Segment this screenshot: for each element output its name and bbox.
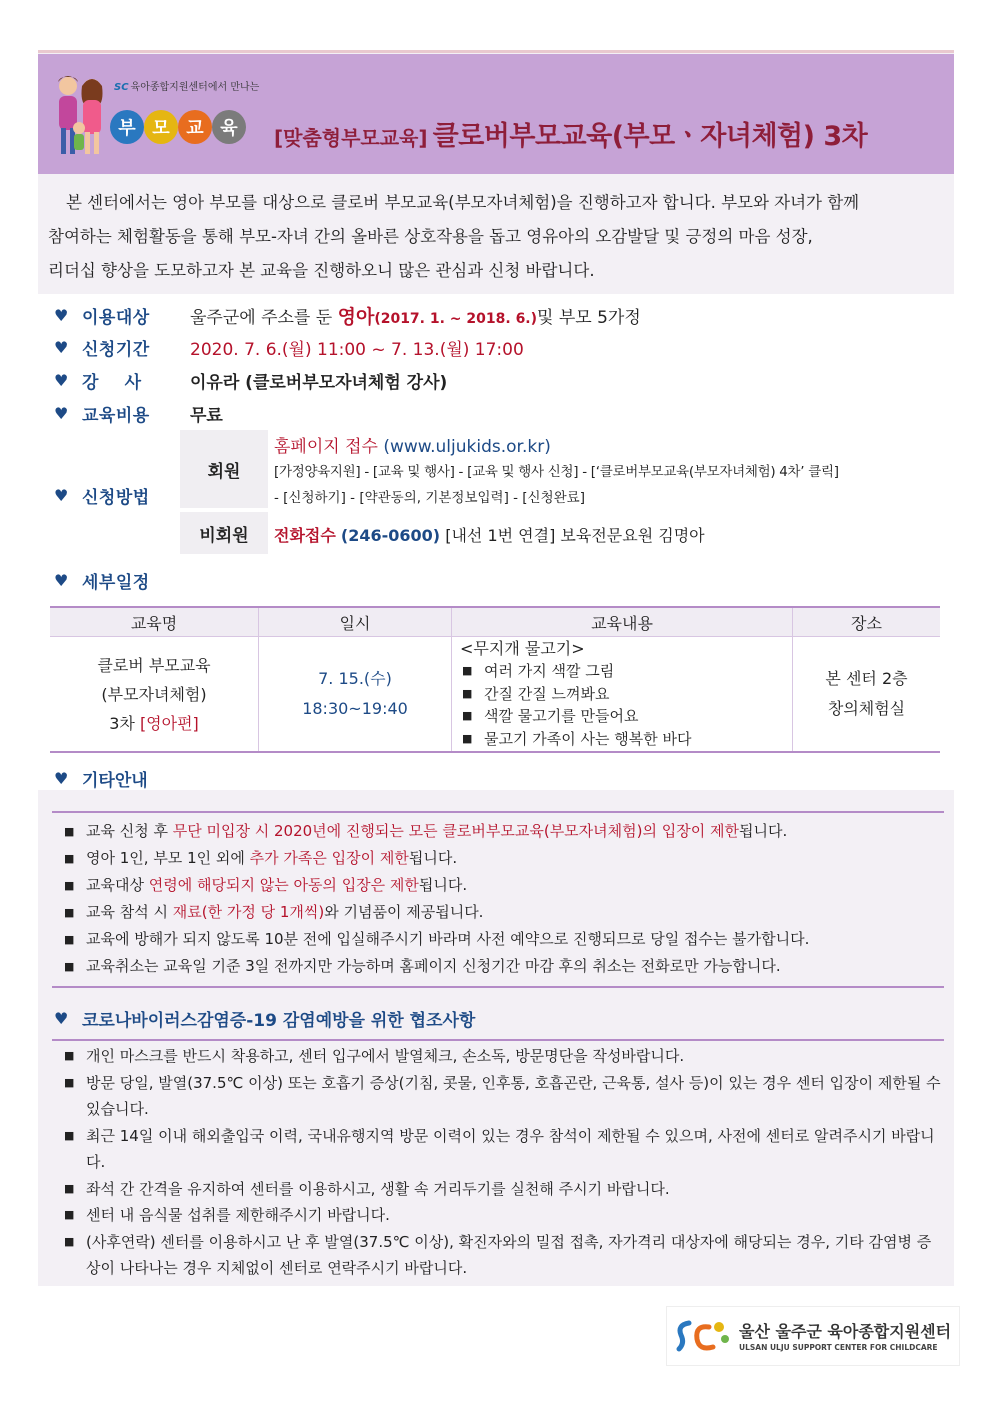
nonmember-phone: (246-0600): [340, 526, 441, 545]
table-header: 장소: [793, 607, 941, 637]
note-emphasis: 무단 미입장 시 2020년에 진행되는 모든 클로버부모교육(부모자녀체험)의 입장이 제한: [172, 822, 739, 840]
note-emphasis: 연령에 해당되지 않는 아동의 입장은 제한: [148, 876, 419, 894]
heart-icon: ♥: [54, 338, 69, 357]
etc-list: [62, 818, 942, 980]
info-row-period: [54, 335, 524, 360]
period-label: 신청기간: [82, 340, 150, 360]
note-text: 됩니다.: [738, 822, 788, 840]
header-banner: [38, 54, 954, 174]
name-line3: [50, 709, 258, 738]
logo-circle-2: 모: [144, 110, 178, 144]
fee-value: 무료: [190, 406, 223, 426]
note-emphasis: 추가 가족은 입장이 제한: [249, 849, 409, 867]
target-pre: 울주군에 주소를 둔: [190, 308, 338, 328]
heart-icon: ♥: [54, 306, 69, 325]
content-list: [460, 660, 792, 750]
info-section: [38, 294, 954, 790]
place-line1: 본 센터 2층: [825, 669, 908, 688]
schedule-date: 7. 15.(수): [318, 669, 392, 688]
target-red: 영아: [337, 306, 375, 328]
info-row-target: [54, 302, 641, 329]
schedule-time: 18:30~19:40: [302, 699, 408, 718]
logo-circles: [110, 110, 246, 144]
name-line3a: 3차: [109, 713, 135, 733]
covid-list: [62, 1043, 942, 1282]
info-row-lecturer: [54, 368, 447, 393]
title-main: 클로버부모교육(부모ㆍ자녀체험) 3차: [432, 121, 868, 152]
name-line2: (부모자녀체험): [101, 684, 207, 704]
note-text: 됩니다.: [408, 849, 458, 867]
intro-line: 참여하는 체험활동을 통해 부모-자녀 간의 올바른 상호작용을 돕고 영유아의 오감발달 및 긍정의 마음 성장,: [48, 227, 813, 246]
org-name-en: ULSAN ULJU SUPPORT CENTER FOR CHILDCARE: [739, 1343, 938, 1352]
sc-logo-mark: SC: [114, 82, 129, 93]
etc-title: 기타안내: [82, 771, 148, 791]
list-item: ■ 방문 당일, 발열(37.5℃ 이상) 또는 호흡기 증상(기침, 콧물, 인후통, 호흡곤란, 근육통, 설사 등)이 있는 경우 센터 입장이 제한될 수 있습니다.: [62, 1070, 942, 1123]
covid-title: 코로나바이러스감염증-19 감염예방을 위한 협조사항: [82, 1011, 476, 1031]
note-text: 교육 참석 시: [86, 903, 173, 921]
lecturer-label: 강 사: [82, 373, 142, 393]
logo-circle-3: 교: [178, 110, 212, 144]
divider: [52, 811, 944, 813]
cell-content: [452, 637, 793, 753]
list-item: ■ 물고기 가족이 사는 행복한 바다: [460, 728, 792, 751]
member-line1-red: 홈페이지 접수: [274, 437, 378, 457]
note-emphasis: 재료(한 가정 당 1개씩): [172, 903, 325, 921]
info-row-fee: [54, 401, 223, 426]
note-text: 교육 신청 후: [86, 822, 173, 840]
list-item: ■ 센터 내 음식물 섭취를 제한해주시기 바랍니다.: [62, 1202, 942, 1229]
heart-icon: ♥: [54, 769, 69, 788]
nonmember-line: [274, 523, 705, 546]
heart-icon: ♥: [54, 1009, 69, 1028]
lecturer-value: 이유라 (클로버부모자녀체험 강사): [190, 373, 448, 393]
fee-label: 교육비용: [82, 406, 150, 426]
list-item: [62, 899, 942, 926]
list-item: ■ 교육취소는 교육일 기준 3일 전까지만 가능하며 홈페이지 신청기간 마감 후의 취소는 전화로만 가능합니다.: [62, 953, 942, 980]
list-item: ■ 여러 가지 색깔 그림: [460, 660, 792, 683]
note-text: 교육대상: [86, 876, 149, 894]
period-value: 2020. 7. 6.(월) 11:00 ~ 7. 13.(월) 17:00: [190, 340, 524, 360]
divider: [52, 986, 944, 988]
cell-name: [50, 637, 259, 753]
logo-circle-4: 육: [212, 110, 246, 144]
etc-heading: [54, 766, 148, 791]
footer-logo: [666, 1306, 960, 1366]
note-text: 됩니다.: [418, 876, 468, 894]
table-header-row: [50, 607, 940, 637]
page-title: [274, 114, 867, 153]
info-row-schedule: [54, 568, 190, 593]
method-label: 신청방법: [82, 488, 150, 508]
title-prefix: [맞춤형부모교육]: [274, 126, 428, 150]
list-item: ■ (사후연락) 센터를 이용하시고 난 후 발열(37.5℃ 이상), 확진자와의 밀접 접촉, 자가격리 대상자에 해당되는 경우, 기타 감염병 증상이 나타나는 경우 지체없이 센터로 연락주시기 바랍니다.: [62, 1229, 942, 1282]
info-row-method: [54, 483, 190, 508]
list-item: ■ 개인 마스크를 반드시 착용하고, 센터 입구에서 발열체크, 손소독, 방문명단을 작성바랍니다.: [62, 1043, 942, 1070]
heart-icon: ♥: [54, 486, 69, 505]
target-post: 및 부모 5가정: [537, 308, 641, 328]
etc-notes: [62, 818, 942, 980]
name-line1: 클로버 부모교육: [97, 655, 211, 675]
intro-line: 리더십 향상을 도모하고자 본 교육을 진행하오니 많은 관심과 신청 바랍니다.: [48, 261, 595, 280]
list-item: ■ 최근 14일 이내 해외출입국 이력, 국내유행지역 방문 이력이 있는 경우 참석이 제한될 수 있으며, 사전에 센터로 알려주시기 바랍니다.: [62, 1123, 942, 1176]
divider: [52, 1039, 944, 1041]
note-text: 와 기념품이 제공됩니다.: [324, 903, 484, 921]
cell-datetime: [259, 637, 452, 753]
table-header: 교육내용: [452, 607, 793, 637]
cell-place: [793, 637, 941, 753]
covid-notes: [62, 1043, 942, 1282]
list-item: ■ 간질 간질 느껴봐요: [460, 683, 792, 706]
member-line3: - [신청하기] - [약관동의, 기본정보입력] - [신청완료]: [274, 490, 585, 506]
heart-icon: ♥: [54, 371, 69, 390]
name-line3b: [영아편]: [139, 713, 199, 733]
content-title: <무지개 물고기>: [460, 638, 585, 658]
top-divider: [38, 50, 954, 53]
target-label: 이용대상: [82, 308, 150, 328]
logo-caption: SC 육아종합지원센터에서 만나는: [114, 82, 260, 93]
member-line1: [274, 432, 551, 457]
place-line2: 창의체험실: [827, 699, 906, 718]
heart-icon: ♥: [54, 571, 69, 590]
schedule-table: [50, 606, 940, 753]
target-dates: (2017. 1. ~ 2018. 6.): [374, 311, 538, 327]
list-item: [62, 872, 942, 899]
schedule-label: 세부일정: [82, 573, 150, 593]
member-label: 회원: [180, 430, 268, 508]
note-text: 영아 1인, 부모 1인 외에: [86, 849, 250, 867]
target-value: [190, 302, 641, 329]
intro-paragraph: [48, 186, 944, 288]
logo-circle-1: 부: [110, 110, 144, 144]
list-item: ■ 좌석 간 간격을 유지하여 센터를 이용하시고, 생활 속 거리두기를 실천해 주시기 바랍니다.: [62, 1176, 942, 1203]
org-name: 울산 울주군 육아종합지원센터: [739, 1322, 952, 1341]
table-header: 일시: [259, 607, 452, 637]
list-item: ■ 색깔 물고기를 만들어요: [460, 705, 792, 728]
homepage-link[interactable]: (www.uljukids.or.kr): [383, 437, 551, 457]
family-icon: [52, 72, 108, 160]
table-row: [50, 637, 940, 753]
member-line2: [가정양육지원] - [교육 및 행사] - [교육 및 행사 신청] - [‘클로버부모교육(부모자녀체험) 4차’ 클릭]: [274, 464, 839, 480]
table-header: 교육명: [50, 607, 259, 637]
heart-icon: ♥: [54, 404, 69, 423]
list-item: [62, 845, 942, 872]
list-item: ■ 교육에 방해가 되지 않도록 10분 전에 입실해주시기 바라며 사전 예약으로 진행되므로 당일 접수는 불가합니다.: [62, 926, 942, 953]
center-logo-icon: [675, 1317, 731, 1355]
list-item: [62, 818, 942, 845]
nonmember-rest: [내선 1번 연결] 보육전문요원 김명아: [445, 526, 705, 545]
intro-line: 본 센터에서는 영아 부모를 대상으로 클로버 부모교육(부모자녀체험)을 진행하고자 합니다. 부모와 자녀가 함께: [66, 193, 860, 212]
nonmember-label: 비회원: [180, 512, 268, 554]
nonmember-red: 전화접수: [274, 526, 336, 545]
covid-heading: [54, 1006, 475, 1031]
